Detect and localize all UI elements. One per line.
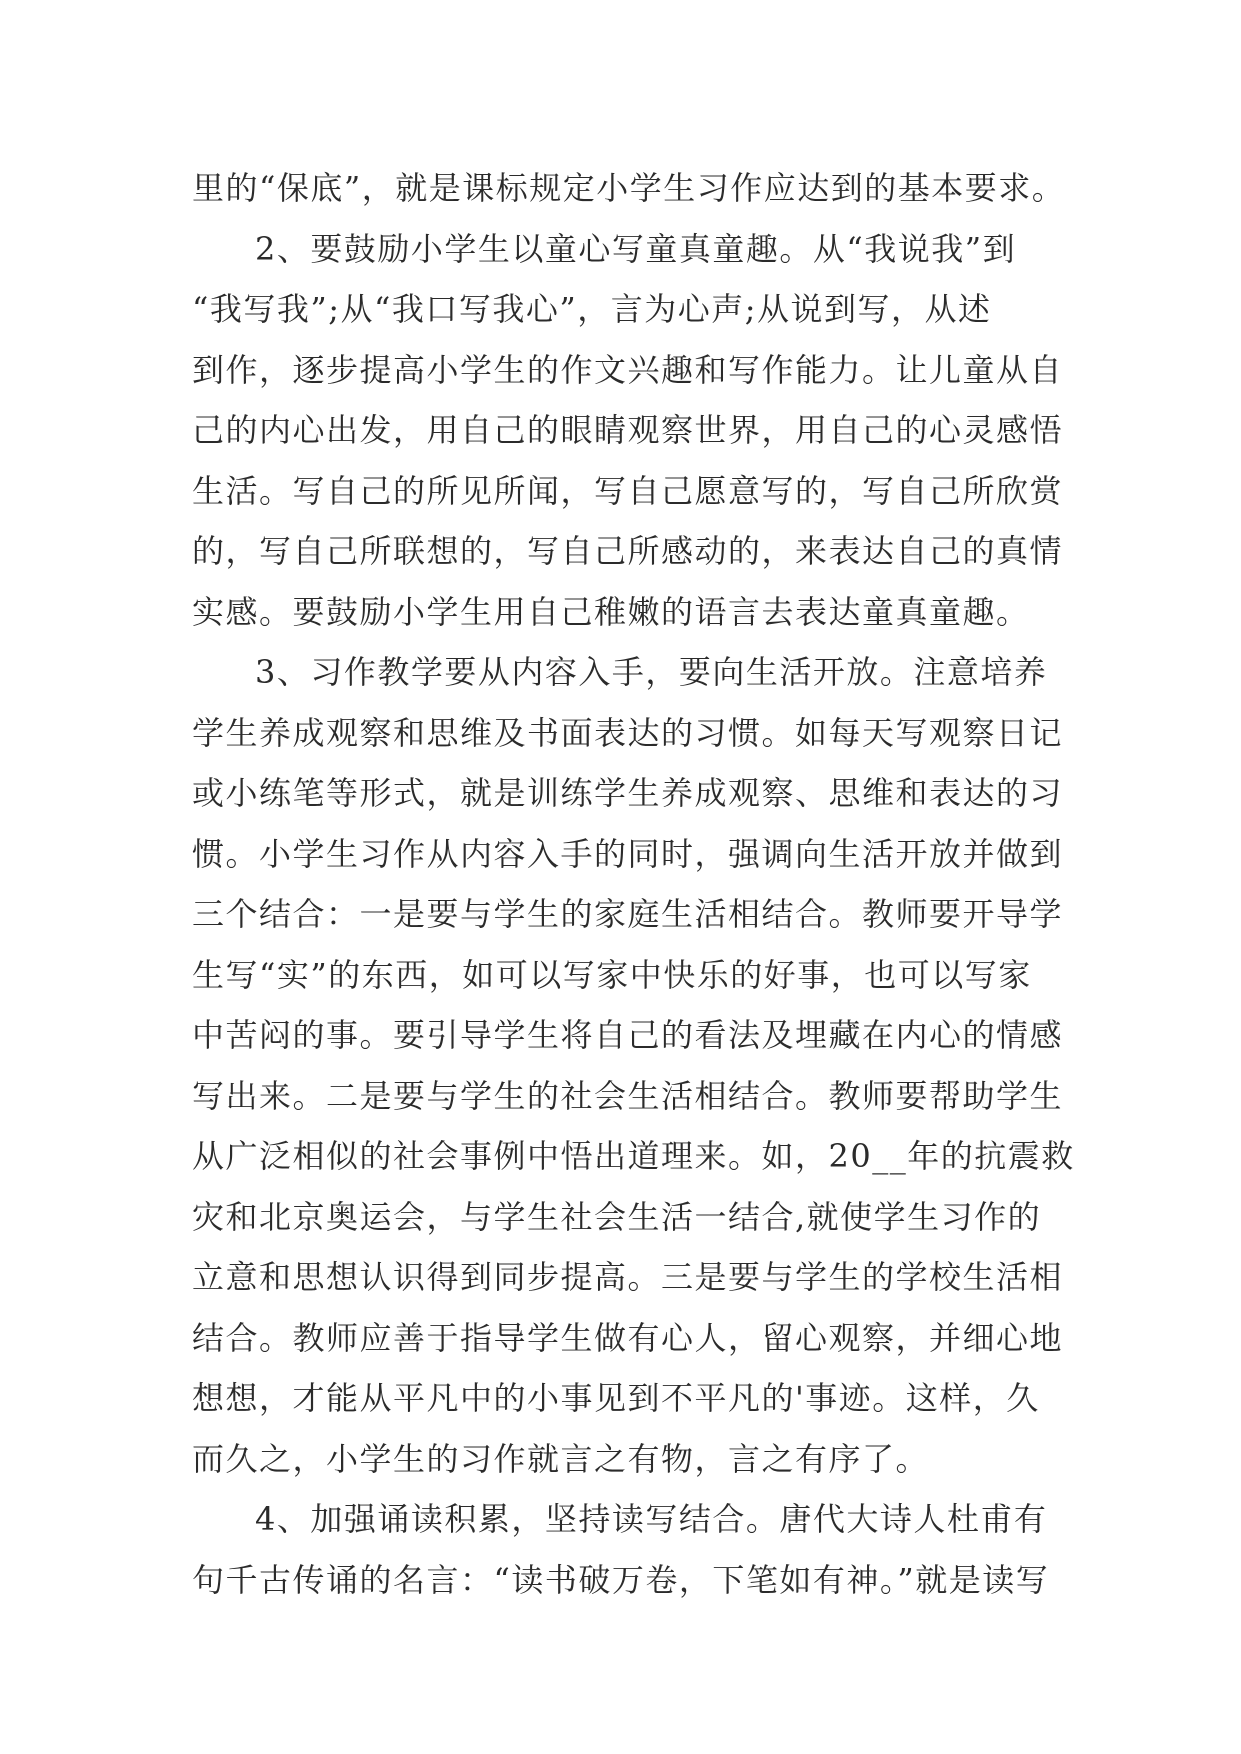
text-line: 灾和北京奥运会，与学生社会生活一结合,就使学生习作的: [192, 1197, 1042, 1236]
text-line: 而久之，小学生的习作就言之有物，言之有序了。: [192, 1439, 930, 1478]
text-line: 结合。教师应善于指导学生做有心人，留心观察，并细心地: [192, 1318, 1064, 1357]
text-line: 到作，逐步提高小学生的作文兴趣和写作能力。让儿童从自: [192, 350, 1064, 389]
text-line: 2、要鼓励小学生以童心写童真童趣。从“我说我”到: [255, 229, 1017, 268]
text-line: 惯。小学生习作从内容入手的同时，强调向生活开放并做到: [192, 834, 1064, 873]
text-line: 立意和思想认识得到同步提高。三是要与学生的学校生活相: [192, 1258, 1064, 1296]
text-line: 里的“保底”，就是课标规定小学生习作应达到的基本要求。: [192, 169, 1066, 207]
text-line: 三个结合：一是要与学生的家庭生活相结合。教师要开导学: [192, 895, 1064, 933]
text-line: 从广泛相似的社会事例中悟出道理来。如，20__年的抗震救: [192, 1137, 1075, 1175]
text-line: “我写我”;从“我口写我心”，言为心声;从说到写，从述: [192, 290, 992, 328]
body-text: [192, 158, 1075, 1610]
text-line: 中苦闷的事。要引导学生将自己的看法及埋藏在内心的情感: [192, 1016, 1064, 1054]
text-line: 或小练笔等形式，就是训练学生养成观察、思维和表达的习: [192, 774, 1064, 812]
text-line: 生活。写自己的所见所闻，写自己愿意写的，写自己所欣赏: [192, 471, 1064, 510]
text-line: 己的内心出发，用自己的眼睛观察世界，用自己的心灵感悟: [192, 411, 1064, 449]
text-line: 3、习作教学要从内容入手，要向生活开放。注意培养: [255, 653, 1048, 691]
text-line: 学生养成观察和思维及书面表达的习惯。如每天写观察日记: [192, 713, 1064, 752]
text-line: 生写“实”的东西，如可以写家中快乐的好事，也可以写家: [192, 955, 1032, 994]
text-line: 实感。要鼓励小学生用自己稚嫩的语言去表达童真童趣。: [192, 592, 1030, 631]
text-line: 的，写自己所联想的，写自己所感动的，来表达自己的真情: [192, 532, 1064, 570]
text-line: 4、加强诵读积累，坚持读写结合。唐代大诗人杜甫有: [255, 1500, 1048, 1538]
text-line: 写出来。二是要与学生的社会生活相结合。教师要帮助学生: [192, 1076, 1064, 1115]
text-line: 想想，才能从平凡中的小事见到不平凡的'事迹。这样，久: [192, 1379, 1040, 1417]
text-line: 句千古传诵的名言：“读书破万卷，下笔如有神。”就是读写: [192, 1560, 1050, 1599]
